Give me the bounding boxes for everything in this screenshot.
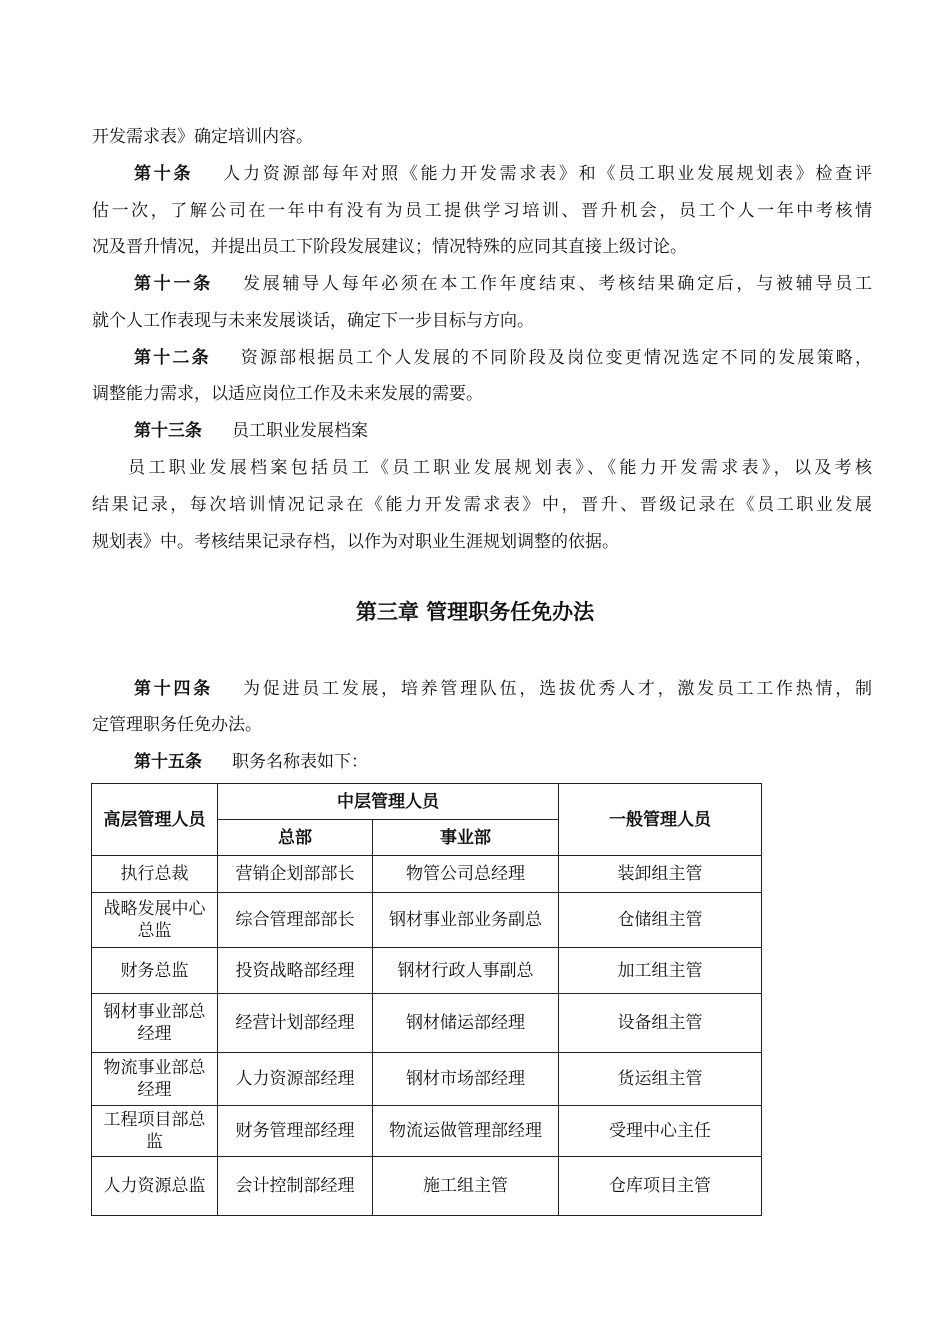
article-number: 第十四条 <box>134 679 213 699</box>
table-cell: 人力资源部经理 <box>218 1053 373 1106</box>
table-cell: 战略发展中心总监 <box>92 893 218 948</box>
table-cell: 仓库项目主管 <box>559 1157 762 1216</box>
table-row <box>92 1157 762 1216</box>
table-cell: 装卸组主管 <box>559 856 762 893</box>
table-header-row <box>92 784 762 820</box>
header-general-management: 一般管理人员 <box>559 784 762 856</box>
header-middle-management: 中层管理人员 <box>218 784 559 820</box>
chapter-title: 第三章 管理职务任免办法 <box>355 600 595 624</box>
header-senior-management: 高层管理人员 <box>92 784 218 856</box>
table-cell: 物管公司总经理 <box>373 856 559 893</box>
table-cell: 经营计划部经理 <box>218 994 373 1053</box>
paragraph-line: 调整能力需求，以适应岗位工作及未来发展的需要。 <box>92 384 483 404</box>
article-11-line-1 <box>134 273 872 295</box>
table-cell: 受理中心主任 <box>559 1106 762 1157</box>
article-number: 第十条 <box>134 164 194 184</box>
table-cell: 钢材市场部经理 <box>373 1053 559 1106</box>
table-cell: 财务管理部经理 <box>218 1106 373 1157</box>
table-cell: 综合管理部部长 <box>218 893 373 948</box>
table-row <box>92 893 762 948</box>
table-cell: 会计控制部经理 <box>218 1157 373 1216</box>
article-12-line-1 <box>134 347 872 369</box>
job-title-table <box>91 783 762 1216</box>
table-cell: 人力资源总监 <box>92 1157 218 1216</box>
table-row <box>92 1106 762 1157</box>
article-text: 资源部根据员工个人发展的不同阶段及岗位变更情况选定不同的发展策略， <box>240 348 873 368</box>
table-cell: 投资战略部经理 <box>218 948 373 994</box>
table-cell: 钢材事业部总经理 <box>92 994 218 1053</box>
paragraph-line: 结果记录，每次培训情况记录在《能力开发需求表》中，晋升、晋级记录在《员工职业发展 <box>92 495 872 515</box>
paragraph-line: 定管理职务任免办法。 <box>92 715 262 735</box>
article-number: 第十三条 <box>134 421 202 441</box>
table-cell: 施工组主管 <box>373 1157 559 1216</box>
article-text: 职务名称表如下： <box>232 752 368 772</box>
article-15-line-1 <box>134 751 872 773</box>
paragraph-line: 规划表》中。考核结果记录存档，以作为对职业生涯规划调整的依据。 <box>92 532 619 552</box>
article-text: 人力资源部每年对照《能力开发需求表》和《员工职业发展规划表》检查评 <box>223 164 873 184</box>
article-text: 发展辅导人每年必须在本工作年度结束、考核结果确定后，与被辅导员工 <box>242 274 873 294</box>
header-headquarters: 总部 <box>218 820 373 856</box>
paragraph-line: 况及晋升情况，并提出员工下阶段发展建议；情况特殊的应同其直接上级讨论。 <box>92 237 687 257</box>
table-cell: 工程项目部总监 <box>92 1106 218 1157</box>
paragraph-line: 估一次，了解公司在一年中有没有为员工提供学习培训、晋升机会，员工个人一年中考核情 <box>92 201 872 221</box>
paragraph-line: 员工职业发展档案包括员工《员工职业发展规划表》、《能力开发需求表》，以及考核 <box>128 458 872 478</box>
table-cell: 设备组主管 <box>559 994 762 1053</box>
table-row <box>92 948 762 994</box>
article-10-line-1 <box>134 163 872 185</box>
table-cell: 钢材事业部业务副总 <box>373 893 559 948</box>
table-cell: 仓储组主管 <box>559 893 762 948</box>
header-division: 事业部 <box>373 820 559 856</box>
article-13-line-1 <box>134 420 872 442</box>
table-cell: 营销企划部部长 <box>218 856 373 893</box>
article-text: 为促进员工发展，培养管理队伍，选拔优秀人才，激发员工工作热情，制 <box>242 679 873 699</box>
article-14-line-1 <box>134 678 872 700</box>
table-cell: 钢材行政人事副总 <box>373 948 559 994</box>
table-cell: 物流事业部总经理 <box>92 1053 218 1106</box>
article-text: 员工职业发展档案 <box>232 421 368 441</box>
table-cell: 物流运做管理部经理 <box>373 1106 559 1157</box>
paragraph-line: 就个人工作表现与未来发展谈话，确定下一步目标与方向。 <box>92 311 534 331</box>
table-cell: 财务总监 <box>92 948 218 994</box>
table-cell: 加工组主管 <box>559 948 762 994</box>
table-row <box>92 1053 762 1106</box>
article-number: 第十一条 <box>134 274 213 294</box>
table-row <box>92 856 762 893</box>
article-number: 第十二条 <box>134 348 211 368</box>
table-cell: 执行总裁 <box>92 856 218 893</box>
table-row <box>92 994 762 1053</box>
table-cell: 货运组主管 <box>559 1053 762 1106</box>
table-cell: 钢材储运部经理 <box>373 994 559 1053</box>
article-number: 第十五条 <box>134 752 202 772</box>
paragraph-line: 开发需求表》确定培训内容。 <box>92 127 313 147</box>
